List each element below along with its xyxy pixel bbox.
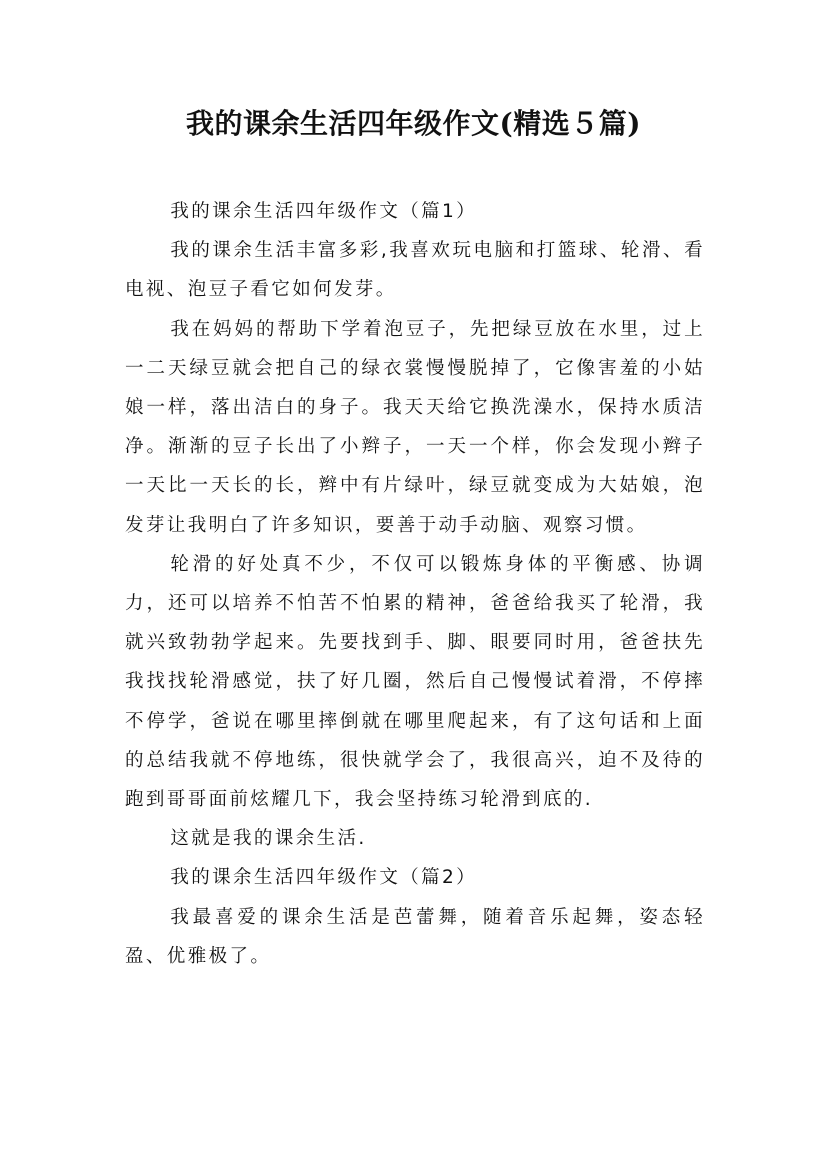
document-body — [125, 192, 705, 976]
paragraph: 轮滑的好处真不少，不仅可以锻炼身体的平衡感、协调力，还可以培养不怕苦不怕累的精神，爸爸给我买了轮滑，我就兴致勃勃学起来。先要找到手、脚、眼要同时用，爸爸扶先我找找轮滑感觉，扶了好几圈，然后自己慢慢试着滑，不停摔不停学，爸说在哪里摔倒就在哪里爬起来，有了这句话和上面的总结我就不停地练，很快就学会了，我很高兴，迫不及待的跑到哥哥面前炫耀几下，我会坚持练习轮滑到底的. — [125, 553, 705, 811]
document-title: 我的课余生活四年级作文(精选５篇) — [186, 107, 641, 140]
section-heading-1: 我的课余生活四年级作文（篇1） — [170, 201, 478, 222]
paragraph: 这就是我的课余生活. — [170, 828, 367, 850]
paragraph: 我在妈妈的帮助下学着泡豆子，先把绿豆放在水里，过上一二天绿豆就会把自己的绿衣裳慢慢脱掉了，它像害羞的小姑娘一样，落出洁白的身子。我天天给它换洗澡水，保持水质洁净。渐渐的豆子长出了小辫子，一天一个样，你会发现小辫子一天比一天长的长，辫中有片绿叶，绿豆就变成为大姑娘，泡发芽让我明白了许多知识，要善于动手动脑、观察习惯。 — [125, 318, 705, 536]
section-heading-2: 我的课余生活四年级作文（篇2） — [170, 867, 478, 889]
paragraph: 我的课余生活丰富多彩,我喜欢玩电脑和打篮球、轮滑、看电视、泡豆子看它如何发芽。 — [125, 240, 705, 301]
paragraph: 我最喜爱的课余生活是芭蕾舞，随着音乐起舞，姿态轻盈、优雅极了。 — [125, 906, 705, 967]
